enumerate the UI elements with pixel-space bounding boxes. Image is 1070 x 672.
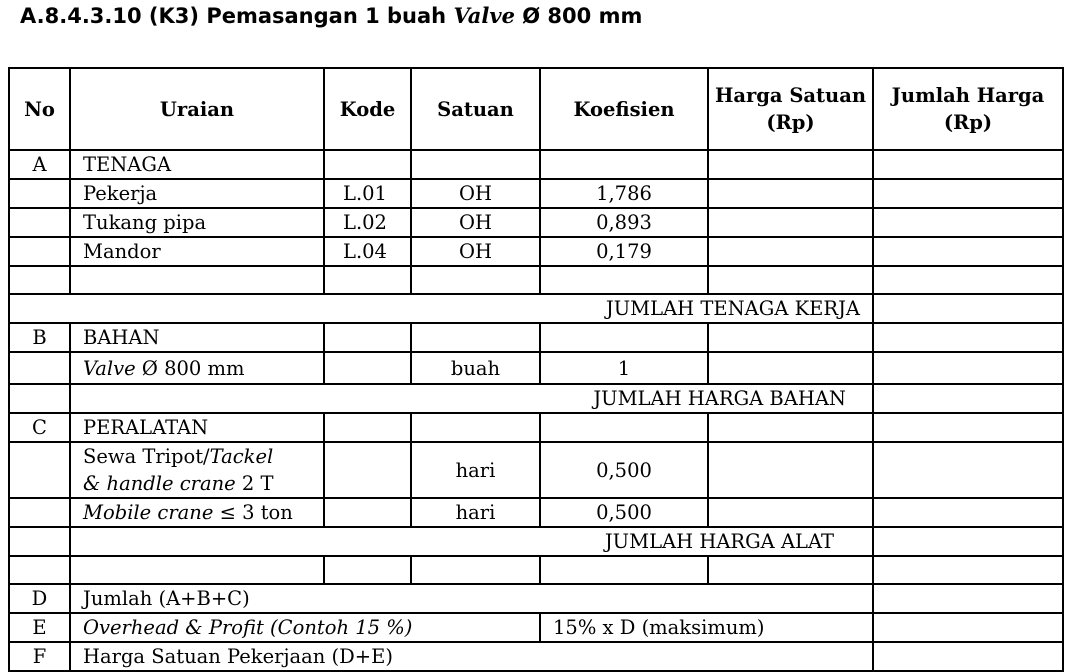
section-no: C bbox=[9, 413, 70, 442]
section-label: PERALATAN bbox=[70, 413, 324, 442]
total-row-peralatan bbox=[9, 527, 1063, 556]
table-row bbox=[9, 237, 1063, 266]
empty-row bbox=[9, 266, 1063, 294]
summary-row-d bbox=[9, 584, 1063, 613]
header-koefisien: Koefisien bbox=[540, 68, 708, 150]
rab-table bbox=[8, 67, 1064, 672]
header-jumlah-harga: Jumlah Harga (Rp) bbox=[873, 68, 1063, 150]
header-no: No bbox=[9, 68, 70, 150]
total-label: JUMLAH TENAGA KERJA bbox=[9, 294, 873, 323]
header-row bbox=[9, 68, 1063, 150]
total-row-tenaga bbox=[9, 294, 1063, 323]
item-koefisien: 0,500 bbox=[540, 442, 708, 498]
table-row bbox=[9, 498, 1063, 527]
section-row-peralatan bbox=[9, 413, 1063, 442]
item-satuan: OH bbox=[411, 237, 540, 266]
header-satuan: Satuan bbox=[411, 68, 540, 150]
item-satuan: OH bbox=[411, 179, 540, 208]
summary-no: D bbox=[9, 584, 70, 613]
item-uraian: Pekerja bbox=[70, 179, 324, 208]
item-koefisien: 1 bbox=[540, 352, 708, 384]
section-no: B bbox=[9, 323, 70, 352]
item-satuan: hari bbox=[411, 498, 540, 527]
section-no: A bbox=[9, 150, 70, 179]
item-koefisien: 0,179 bbox=[540, 237, 708, 266]
item-uraian: Tukang pipa bbox=[70, 208, 324, 237]
item-satuan: OH bbox=[411, 208, 540, 237]
item-kode: L.04 bbox=[324, 237, 411, 266]
summary-note: 15% x D (maksimum) bbox=[540, 613, 873, 642]
header-harga-satuan: Harga Satuan (Rp) bbox=[708, 68, 873, 150]
item-satuan: hari bbox=[411, 442, 540, 498]
table-row bbox=[9, 352, 1063, 384]
item-uraian: Valve Ø 800 mm bbox=[70, 352, 324, 384]
summary-row-e bbox=[9, 613, 1063, 642]
summary-no: E bbox=[9, 613, 70, 642]
section-row-bahan bbox=[9, 323, 1063, 352]
item-koefisien: 1,786 bbox=[540, 179, 708, 208]
total-row-bahan bbox=[9, 384, 1063, 413]
header-uraian: Uraian bbox=[70, 68, 324, 150]
summary-label: Jumlah (A+B+C) bbox=[70, 584, 873, 613]
summary-label: Overhead & Profit (Contoh 15 %) bbox=[70, 613, 540, 642]
page-title: A.8.4.3.10 (K3) Pemasangan 1 buah Valve Ø 800 mm bbox=[20, 3, 643, 28]
item-kode: L.02 bbox=[324, 208, 411, 237]
summary-label: Harga Satuan Pekerjaan (D+E) bbox=[70, 642, 873, 671]
item-kode: L.01 bbox=[324, 179, 411, 208]
item-uraian: Mandor bbox=[70, 237, 324, 266]
section-label: BAHAN bbox=[70, 323, 324, 352]
item-uraian: Sewa Tripot/Tackel & handle crane 2 T bbox=[70, 442, 324, 498]
empty-row bbox=[9, 556, 1063, 584]
summary-row-f bbox=[9, 642, 1063, 671]
total-label: JUMLAH HARGA BAHAN bbox=[70, 384, 873, 413]
item-uraian: Mobile crane ≤ 3 ton bbox=[70, 498, 324, 527]
item-satuan: buah bbox=[411, 352, 540, 384]
item-koefisien: 0,893 bbox=[540, 208, 708, 237]
table-row bbox=[9, 179, 1063, 208]
section-label: TENAGA bbox=[70, 150, 324, 179]
item-koefisien: 0,500 bbox=[540, 498, 708, 527]
table-row bbox=[9, 208, 1063, 237]
summary-no: F bbox=[9, 642, 70, 671]
section-row-tenaga bbox=[9, 150, 1063, 179]
table-row bbox=[9, 442, 1063, 498]
total-label: JUMLAH HARGA ALAT bbox=[70, 527, 873, 556]
header-kode: Kode bbox=[324, 68, 411, 150]
